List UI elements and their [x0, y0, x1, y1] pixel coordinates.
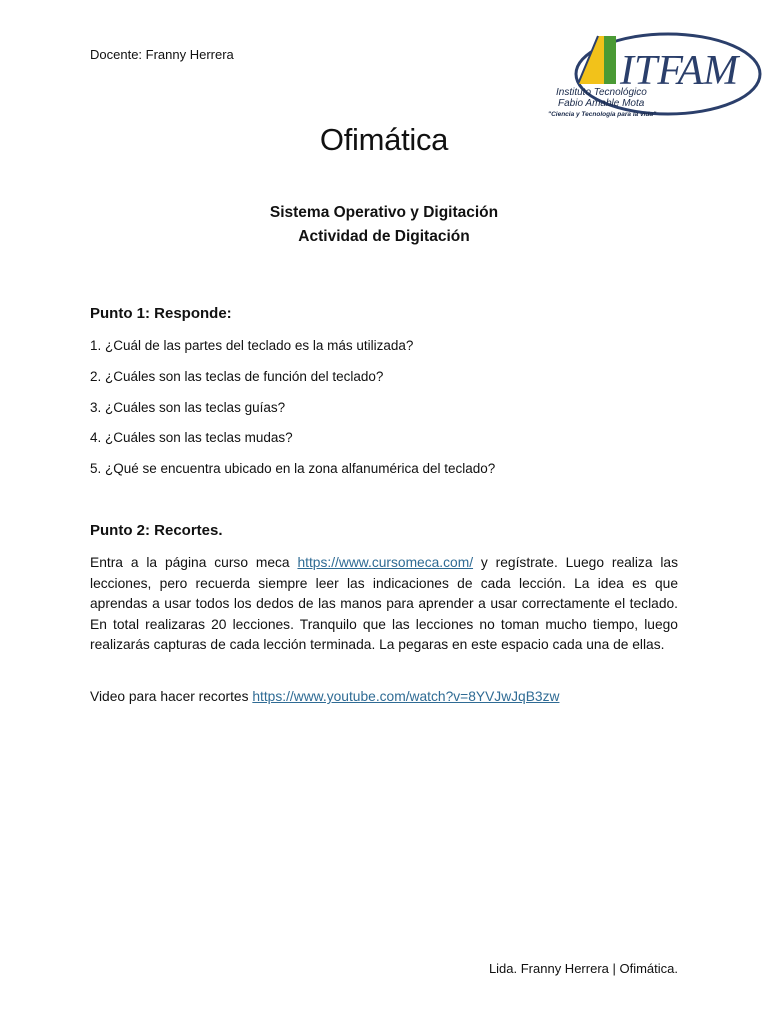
- subtitle-block: [0, 201, 768, 249]
- youtube-link[interactable]: https://www.youtube.com/watch?v=8YVJwJqB3zw: [252, 689, 560, 704]
- logo-green-bar: [604, 36, 616, 84]
- page-title: Ofimática: [319, 122, 449, 157]
- question-list: [90, 336, 680, 490]
- logo-line2: Fabio Amable Mota: [558, 98, 645, 109]
- logo-motto: "Ciencia y Tecnología para la vida": [548, 111, 657, 118]
- teacher-name: Docente: Franny Herrera: [90, 47, 234, 62]
- question-item-4: 4. ¿Cuáles son las teclas mudas?: [90, 430, 293, 446]
- section2-heading: Punto 2: Recortes.: [90, 522, 223, 539]
- logo-name: ITFAM: [620, 48, 739, 94]
- question-item-3: 3. ¿Cuáles son las teclas guías?: [90, 399, 286, 415]
- subtitle-line-2: Actividad de Digitación: [298, 228, 470, 245]
- instructions-text-start: Entra a la página curso meca: [90, 555, 298, 570]
- instructions-text-rest: y regístrate. Luego realiza las lecciones, pero recuerda siempre leer las indicaciones de cada lección. La idea es que aprendas a usar todos los dedos de las manos para aprender a usar correctamente el teclado. En total realizaras 20 lecciones. Tranquilo que las lecciones no toman mucho tiempo, luego realizarás capturas de cada lección terminada. La pegaras en este espacio cada una de ellas.: [90, 555, 678, 652]
- itfam-logo: [540, 30, 762, 122]
- section1-heading: Punto 1: Responde:: [90, 305, 232, 322]
- question-item-5: 5. ¿Qué se encuentra ubicado en la zona alfanumérica del teclado?: [90, 461, 496, 477]
- video-paragraph: [90, 687, 678, 708]
- cursomeca-link[interactable]: https://www.cursomeca.com/: [297, 555, 474, 570]
- video-label: Video para hacer recortes: [90, 689, 253, 704]
- logo-line1: Instituto Tecnológico: [556, 87, 647, 98]
- question-item-2: 2. ¿Cuáles son las teclas de función del teclado?: [90, 368, 384, 384]
- subtitle-line-1: Sistema Operativo y Digitación: [269, 204, 499, 221]
- instructions-paragraph: [90, 553, 678, 656]
- question-item-1: 1. ¿Cuál de las partes del teclado es la más utilizada?: [90, 338, 414, 353]
- page-footer: Lida. Franny Herrera | Ofimática.: [488, 961, 678, 976]
